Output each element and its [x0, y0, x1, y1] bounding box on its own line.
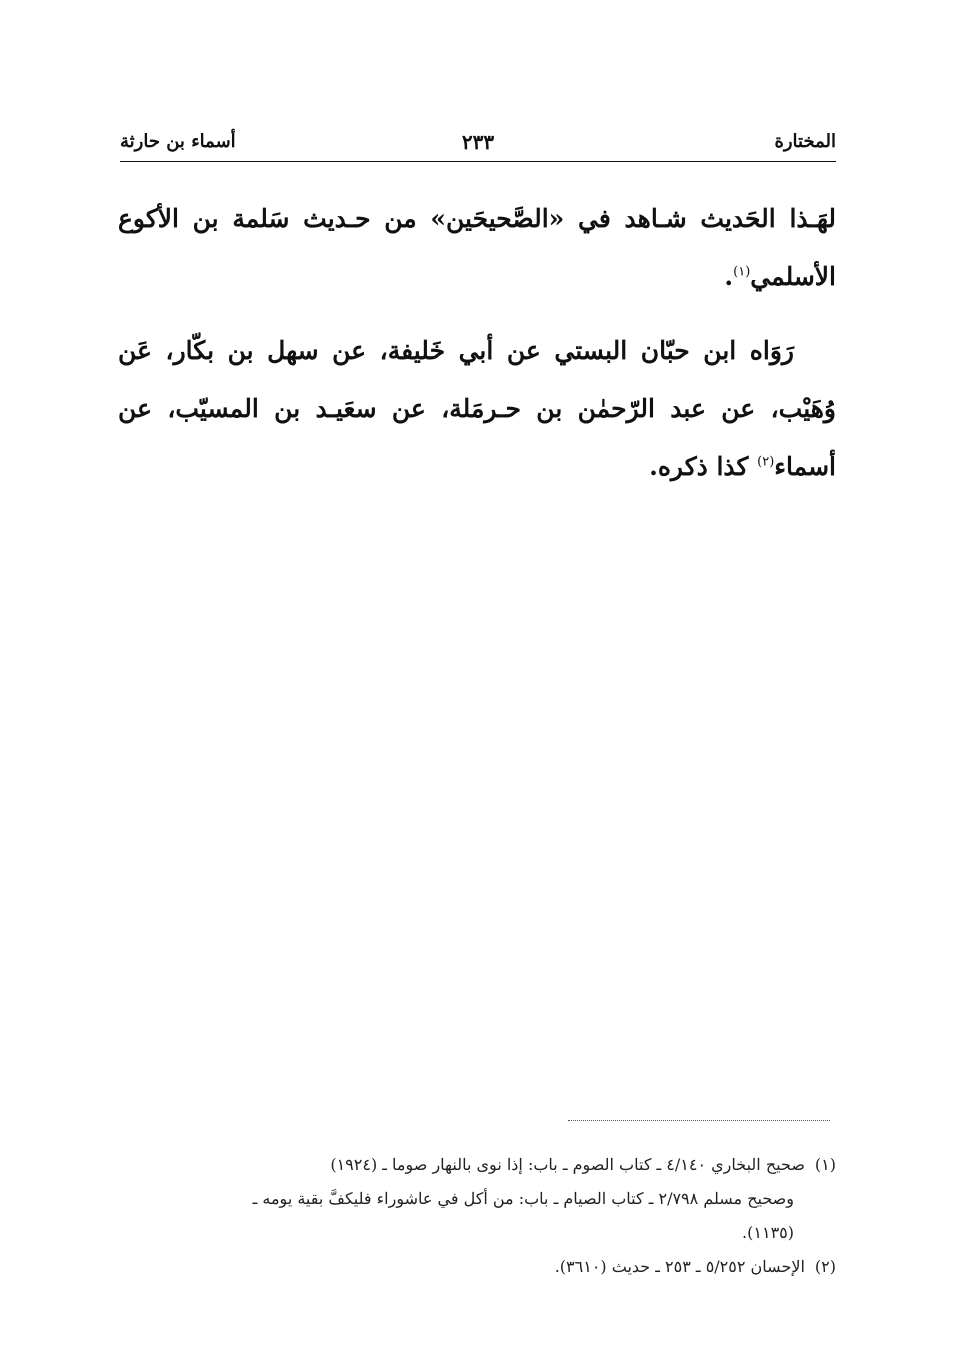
footnote-1-number: (١)	[814, 1155, 836, 1174]
main-text	[118, 190, 836, 512]
paragraph-1-text: لهَـذا الحَديث شـاهد في «الصَّحيحَين» من حـديث سَلمة بن الأكوع الأسلمي	[118, 204, 836, 291]
book-title: المختارة	[774, 131, 836, 152]
footnote-ref-1: (١)	[733, 264, 751, 280]
header-rule	[120, 161, 836, 162]
paragraph-2	[118, 322, 836, 496]
footnote-2-line-1: الإحسان ٥/٢٥٢ ـ ٢٥٣ ـ حديث (٣٦١٠).	[554, 1257, 805, 1276]
section-title: أسماء بن حارثة	[120, 131, 236, 152]
running-header	[120, 128, 836, 164]
footnote-1-line-2: وصحيح مسلم ٢/٧٩٨ ـ كتاب الصيام ـ باب: من أكل في عاشوراء فليكفَّ بقية يومه ـ	[252, 1189, 794, 1208]
paragraph-2-text-b: كذا ذكره.	[649, 452, 758, 481]
footnotes	[118, 1148, 836, 1284]
paragraph-2-text-a: رَوَاه ابن حبّان البستي عن أبي خَليفة، عن سهل بن بكّار، عَن وُهَيْب، عن عبد الرّحمٰن بن حـرمَلة، عن سعَيـد بن المسيّب، عن أسماء	[118, 336, 836, 481]
footnote-2	[118, 1250, 836, 1284]
page-number: ٢٣٣	[461, 130, 495, 154]
footnote-2-number: (٢)	[814, 1257, 836, 1276]
footnote-1-line-3: (١١٣٥).	[742, 1223, 794, 1242]
footnote-separator	[568, 1120, 830, 1121]
footnote-1-line-1: صحيح البخاري ٤/١٤٠ ـ كتاب الصوم ـ باب: إذا نوى بالنهار صوما ـ (١٩٢٤)	[330, 1155, 805, 1174]
paragraph-1-end: .	[724, 262, 734, 291]
paragraph-1	[118, 190, 836, 306]
footnote-1	[118, 1148, 836, 1182]
footnote-ref-2: (٢)	[757, 454, 775, 470]
